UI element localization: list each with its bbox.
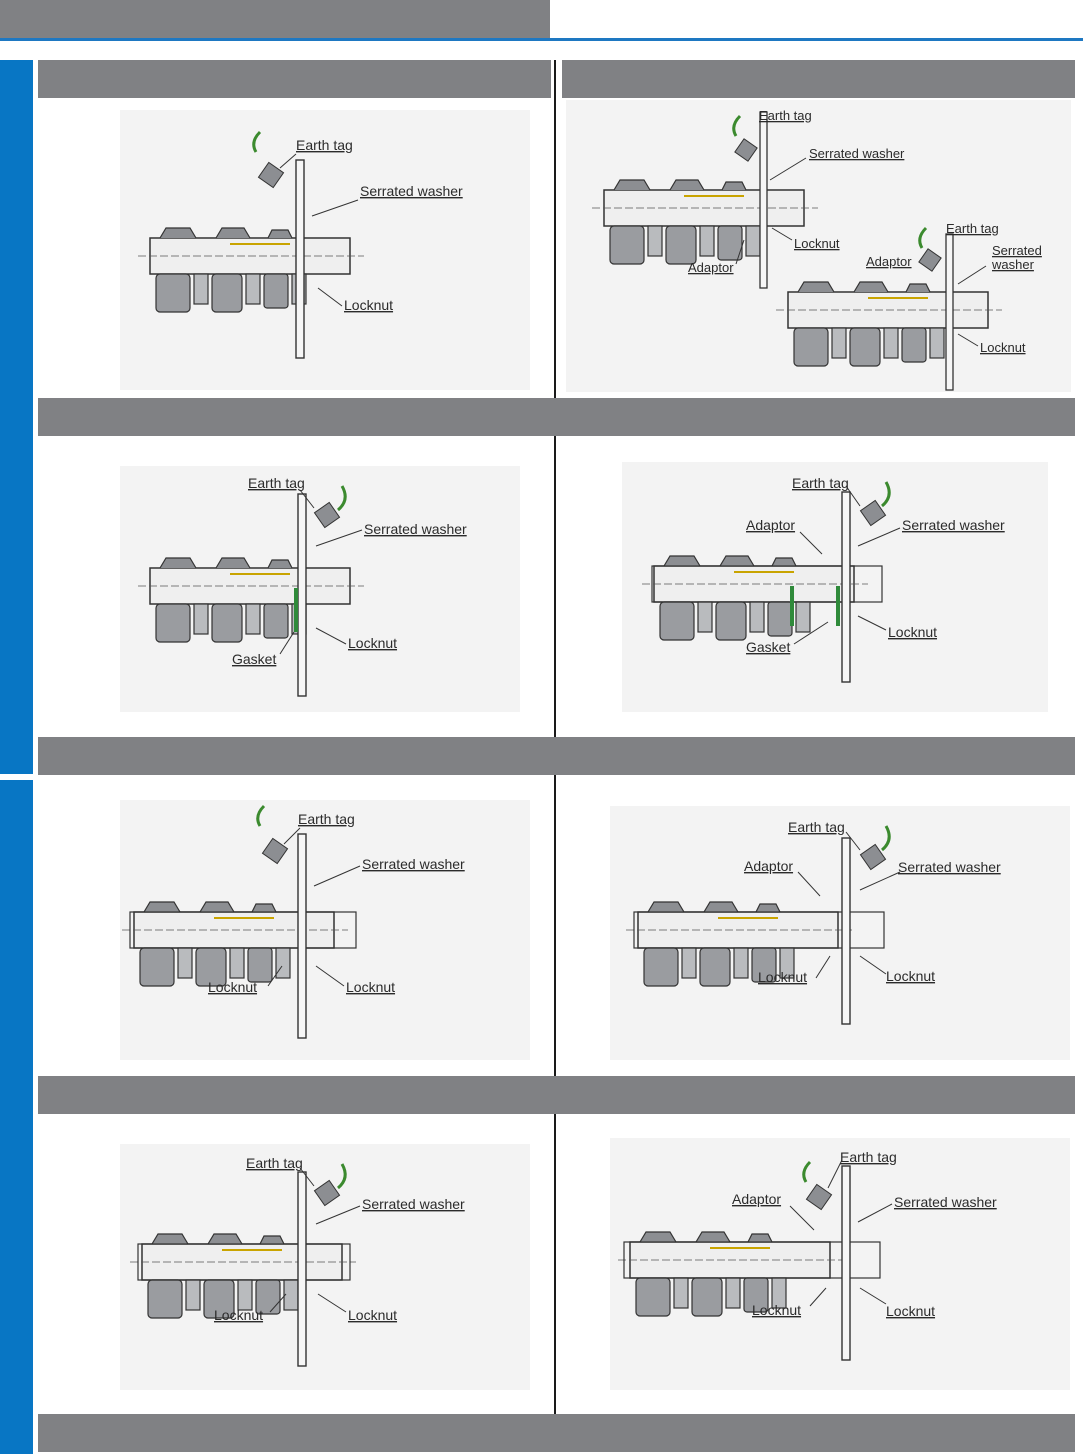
earth-tag-b-label: Earth tag — [946, 221, 999, 236]
gland-diagram — [120, 466, 520, 712]
locknut-right-label: Locknut — [346, 979, 396, 995]
header-rule — [0, 38, 1083, 41]
earth-tag-label: Earth tag — [298, 811, 355, 827]
section-header-bar — [38, 398, 1075, 436]
section-header-bar — [562, 60, 1075, 98]
gland-diagram — [610, 806, 1070, 1060]
gland-diagram — [120, 110, 530, 390]
locknut-right-label: Locknut — [348, 1307, 398, 1323]
adaptor-label: Adaptor — [746, 517, 796, 533]
locknut-left-label: Locknut — [214, 1307, 264, 1323]
column-divider — [554, 775, 556, 1076]
earth-tag-label: Earth tag — [759, 108, 812, 123]
serrated-washer-label: Serrated washer — [898, 859, 1001, 875]
diagram-panel — [120, 466, 520, 712]
diagram-panel — [120, 1144, 530, 1390]
locknut-left-label: Locknut — [758, 969, 808, 985]
earth-tag-label: Earth tag — [788, 819, 845, 835]
section-header-bar — [38, 1076, 1075, 1114]
diagram-panel — [610, 1138, 1070, 1390]
serrated-washer-label: Serrated washer — [364, 521, 467, 537]
serrated-washer-label: Serrated washer — [902, 517, 1005, 533]
diagram-panel — [622, 462, 1048, 712]
serrated-washer-label: Serrated washer — [809, 146, 905, 161]
diagram-panel — [120, 800, 530, 1060]
locknut-left-label: Locknut — [752, 1302, 802, 1318]
diagram-panel — [120, 110, 530, 390]
earth-tag-label: Earth tag — [296, 137, 353, 153]
serrated-washer-label: Serrated washer — [894, 1194, 997, 1210]
gland-diagram — [120, 1144, 530, 1390]
adaptor-label: Adaptor — [732, 1191, 782, 1207]
earth-tag-label: Earth tag — [840, 1149, 897, 1165]
gland-diagram — [610, 1138, 1070, 1390]
side-tab-lower — [0, 780, 33, 1454]
locknut-right-label: Locknut — [886, 968, 936, 984]
side-tab-upper — [0, 60, 33, 774]
adaptor-label: Adaptor — [744, 858, 794, 874]
adaptor-b-label: Adaptor — [866, 254, 912, 269]
column-divider — [554, 436, 556, 737]
gland-diagram — [622, 462, 1048, 712]
section-header-bar — [38, 737, 1075, 775]
serrated-washer-label: Serrated washer — [362, 856, 465, 872]
header-bar — [0, 0, 550, 38]
locknut-label: Locknut — [888, 624, 938, 640]
section-header-bar — [38, 60, 551, 98]
locknut-label: Locknut — [344, 297, 394, 313]
adaptor-label: Adaptor — [688, 260, 734, 275]
locknut-right-label: Locknut — [886, 1303, 936, 1319]
earth-tag-label: Earth tag — [792, 475, 849, 491]
column-divider — [554, 60, 556, 398]
serrated-washer-label: Serrated washer — [360, 183, 463, 199]
section-header-bar — [38, 1414, 1075, 1452]
gasket-label: Gasket — [746, 639, 791, 655]
serrated-washer-label: Serrated washer — [362, 1196, 465, 1212]
serrated-washer-b-label-2: washer — [992, 257, 1034, 272]
locknut-label: Locknut — [348, 635, 398, 651]
earth-tag-label: Earth tag — [248, 475, 305, 491]
locknut-b-label: Locknut — [980, 340, 1026, 355]
column-divider — [554, 1114, 556, 1414]
diagram-panel — [610, 806, 1070, 1060]
gland-diagram — [120, 800, 530, 1060]
gland-diagram — [566, 100, 1071, 392]
diagram-panel — [566, 100, 1071, 392]
gasket-label: Gasket — [232, 651, 277, 667]
earth-tag-label: Earth tag — [246, 1155, 303, 1171]
serrated-washer-b-label: Serrated — [992, 243, 1042, 258]
locknut-label: Locknut — [794, 236, 840, 251]
locknut-left-label: Locknut — [208, 979, 258, 995]
